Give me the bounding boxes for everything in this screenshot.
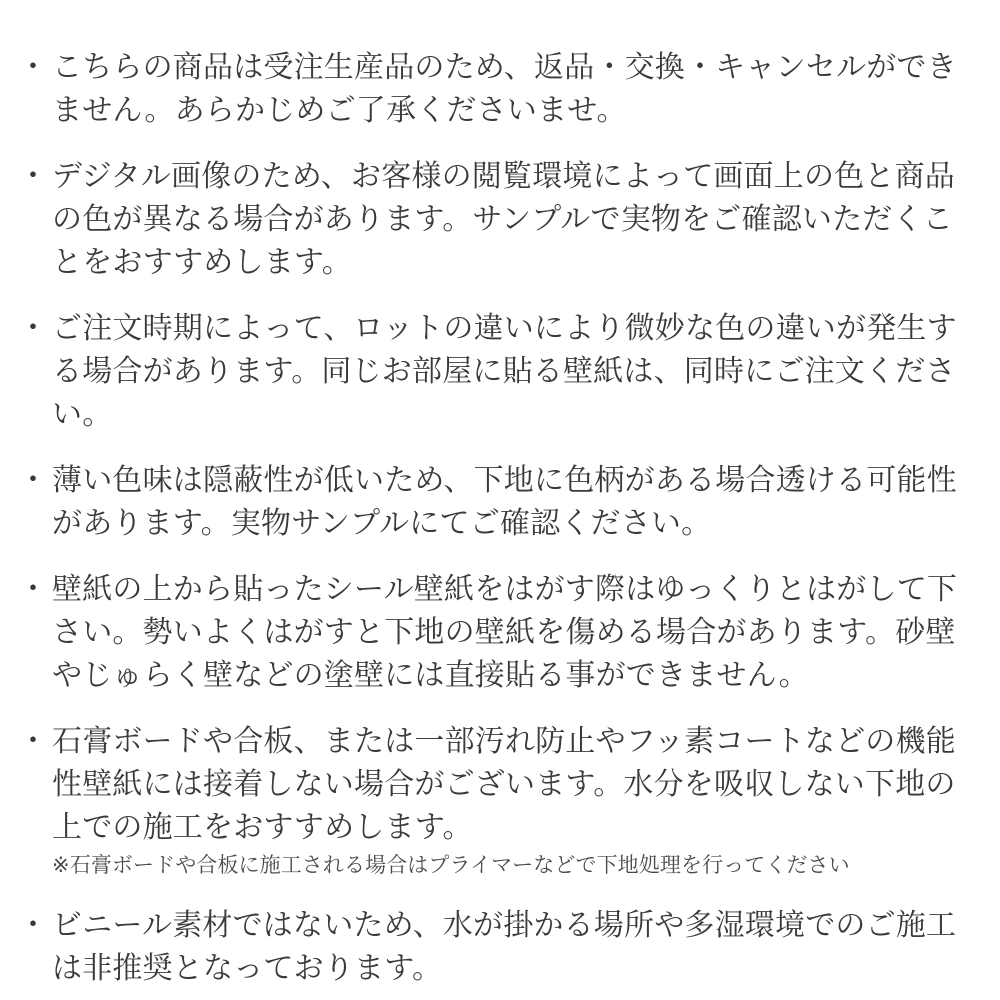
list-item-body [52,904,970,990]
list-item-body [52,720,970,881]
bullet-icon: ・ [18,464,48,497]
list-item [18,307,970,436]
list-item-note: ※石膏ボードや合板に施工される場合はプライマーなどで下地処理を行ってください [52,854,850,877]
list-item [18,155,970,284]
list-item-body [52,307,970,436]
list-item-text: デジタル画像のため、お客様の閲覧環境によって画面上の色と商品の色が異なる場合があります。サンプルで実物をご確認いただくことをおすすめします。 [52,160,955,279]
bullet-icon: ・ [18,909,48,942]
list-item-body [52,459,970,545]
list-item-text: こちらの商品は受注生産品のため、返品・交換・キャンセルができません。あらかじめご了承くださいませ。 [52,51,957,127]
list-item [18,568,970,697]
list-item-text: 壁紙の上から貼ったシール壁紙をはがす際はゆっくりとはがして下さい。勢いよくはがすと下地の壁紙を傷める場合があります。砂壁やじゅらく壁などの塗壁には直接貼る事ができません。 [52,573,958,692]
list-item [18,904,970,990]
list-item-body [52,155,970,284]
list-item [18,46,970,132]
list-item-text: ビニール素材ではないため、水が掛かる場所や多湿環境でのご施工は非推奨となっております。 [52,909,957,985]
bullet-icon: ・ [18,312,48,345]
bullet-icon: ・ [18,573,48,606]
list-item-body [52,568,970,697]
list-item [18,459,970,545]
list-item-text: 薄い色味は隠蔽性が低いため、下地に色柄がある場合透ける可能性があります。実物サンプルにてご確認ください。 [52,464,957,540]
bullet-icon: ・ [18,725,48,758]
list-item-body [52,46,970,132]
list-item-text: ご注文時期によって、ロットの違いにより微妙な色の違いが発生する場合があります。同じお部屋に貼る壁紙は、同時にご注文ください。 [52,312,957,431]
bullet-icon: ・ [18,51,48,84]
list-item [18,720,970,881]
list-item-text: 石膏ボードや合板、または一部汚れ防止やフッ素コートなどの機能性壁紙には接着しない場合がございます。水分を吸収しない下地の上での施工をおすすめします。 [52,725,956,844]
bullet-icon: ・ [18,160,48,193]
